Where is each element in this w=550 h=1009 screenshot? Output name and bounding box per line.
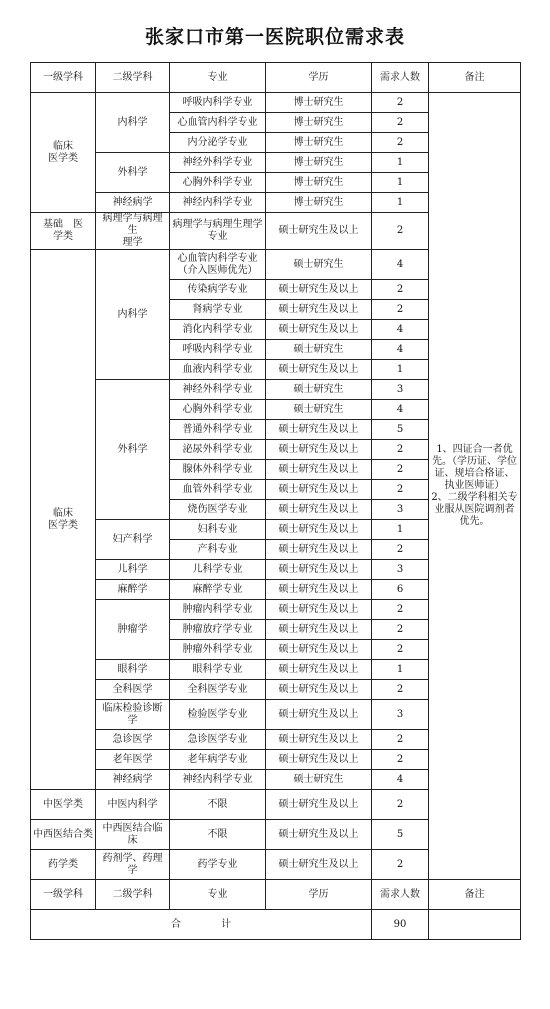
education-cell: 硕士研究生及以上 (266, 820, 372, 850)
major-cell: 肾病学专业 (170, 300, 266, 320)
education-cell: 硕士研究生及以上 (266, 680, 372, 700)
education-cell: 硕士研究生 (266, 400, 372, 420)
count-cell: 2 (372, 133, 429, 153)
major-cell: 心血管内科学专业 （介入医师优先） (170, 250, 266, 280)
count-cell: 2 (372, 460, 429, 480)
education-cell: 硕士研究生及以上 (266, 600, 372, 620)
count-cell: 1 (372, 173, 429, 193)
count-cell: 4 (372, 320, 429, 340)
major-cell: 妇科专业 (170, 520, 266, 540)
level2-cell: 内科学 (96, 250, 170, 380)
education-cell: 硕士研究生及以上 (266, 790, 372, 820)
count-cell: 2 (372, 600, 429, 620)
major-cell: 老年病学专业 (170, 750, 266, 770)
level2-cell: 药剂学、药理学 (96, 850, 170, 880)
count-cell: 4 (372, 770, 429, 790)
count-cell: 2 (372, 850, 429, 880)
level2-cell: 外科学 (96, 153, 170, 193)
header-cell: 专业 (170, 63, 266, 93)
education-cell: 硕士研究生 (266, 380, 372, 400)
major-cell: 普通外科学专业 (170, 420, 266, 440)
count-cell: 1 (372, 520, 429, 540)
table-row (31, 93, 521, 113)
count-cell: 2 (372, 640, 429, 660)
count-cell: 2 (372, 480, 429, 500)
education-cell: 博士研究生 (266, 193, 372, 213)
level1-cell: 药学类 (31, 850, 96, 880)
count-cell: 5 (372, 420, 429, 440)
count-cell: 3 (372, 700, 429, 730)
header-cell: 专业 (170, 880, 266, 910)
education-cell: 硕士研究生 (266, 250, 372, 280)
count-cell: 6 (372, 580, 429, 600)
major-cell: 泌尿外科学专业 (170, 440, 266, 460)
major-cell: 心血管内科学专业 (170, 113, 266, 133)
major-cell: 心胸外科学专业 (170, 400, 266, 420)
major-cell: 急诊医学专业 (170, 730, 266, 750)
major-cell: 眼科学专业 (170, 660, 266, 680)
job-demand-table (30, 62, 521, 940)
education-cell: 博士研究生 (266, 93, 372, 113)
education-cell: 硕士研究生及以上 (266, 360, 372, 380)
major-cell: 儿科学专业 (170, 560, 266, 580)
count-cell: 1 (372, 660, 429, 680)
header-cell: 二级学科 (96, 880, 170, 910)
header-cell: 一级学科 (31, 880, 96, 910)
level2-cell: 内科学 (96, 93, 170, 153)
count-cell: 2 (372, 93, 429, 113)
count-cell: 5 (372, 820, 429, 850)
level1-cell: 中医学类 (31, 790, 96, 820)
count-cell: 2 (372, 730, 429, 750)
header-cell: 备注 (429, 63, 521, 93)
education-cell: 硕士研究生及以上 (266, 580, 372, 600)
total-remarks-cell (429, 910, 521, 940)
header-cell: 一级学科 (31, 63, 96, 93)
count-cell: 1 (372, 153, 429, 173)
education-cell: 博士研究生 (266, 173, 372, 193)
count-cell: 2 (372, 750, 429, 770)
header-cell: 需求人数 (372, 63, 429, 93)
education-cell: 硕士研究生及以上 (266, 640, 372, 660)
education-cell: 硕士研究生 (266, 340, 372, 360)
education-cell: 博士研究生 (266, 133, 372, 153)
major-cell: 心胸外科学专业 (170, 173, 266, 193)
count-cell: 4 (372, 340, 429, 360)
header-row (31, 63, 521, 93)
major-cell: 神经内科学专业 (170, 193, 266, 213)
education-cell: 硕士研究生 (266, 770, 372, 790)
count-cell: 1 (372, 193, 429, 213)
count-cell: 4 (372, 250, 429, 280)
education-cell: 硕士研究生及以上 (266, 660, 372, 680)
count-cell: 2 (372, 280, 429, 300)
education-cell: 硕士研究生及以上 (266, 280, 372, 300)
header-cell: 备注 (429, 880, 521, 910)
major-cell: 呼吸内科学专业 (170, 93, 266, 113)
education-cell: 博士研究生 (266, 153, 372, 173)
major-cell: 血液内科学专业 (170, 360, 266, 380)
major-cell: 肿瘤内科学专业 (170, 600, 266, 620)
total-row (31, 910, 521, 940)
count-cell: 2 (372, 213, 429, 250)
level2-cell: 眼科学 (96, 660, 170, 680)
level2-cell: 中西医结合临床 (96, 820, 170, 850)
education-cell: 硕士研究生及以上 (266, 500, 372, 520)
education-cell: 硕士研究生及以上 (266, 320, 372, 340)
level2-cell: 神经病学 (96, 770, 170, 790)
major-cell: 血管外科学专业 (170, 480, 266, 500)
education-cell: 硕士研究生及以上 (266, 420, 372, 440)
major-cell: 腺体外科学专业 (170, 460, 266, 480)
major-cell: 肿瘤外科学专业 (170, 640, 266, 660)
major-cell: 全科医学专业 (170, 680, 266, 700)
education-cell: 硕士研究生及以上 (266, 440, 372, 460)
level2-cell: 神经病学 (96, 193, 170, 213)
major-cell: 产科专业 (170, 540, 266, 560)
major-cell: 药学专业 (170, 850, 266, 880)
remarks-cell: 1、四证合一者优先。（学历证、学位证、规培合格证、执业医师证） 2、二级学科相关专业服从医院调剂者优先。 (429, 93, 521, 880)
major-cell: 内分泌学专业 (170, 133, 266, 153)
level2-cell: 麻醉学 (96, 580, 170, 600)
footer-header-row (31, 880, 521, 910)
major-cell: 神经外科学专业 (170, 153, 266, 173)
major-cell: 检验医学专业 (170, 700, 266, 730)
count-cell: 2 (372, 540, 429, 560)
level2-cell: 外科学 (96, 380, 170, 520)
education-cell: 硕士研究生及以上 (266, 750, 372, 770)
major-cell: 麻醉学专业 (170, 580, 266, 600)
level2-cell: 临床检验诊断学 (96, 700, 170, 730)
education-cell: 硕士研究生及以上 (266, 213, 372, 250)
education-cell: 硕士研究生及以上 (266, 730, 372, 750)
count-cell: 2 (372, 620, 429, 640)
education-cell: 硕士研究生及以上 (266, 850, 372, 880)
major-cell: 消化内科学专业 (170, 320, 266, 340)
education-cell: 硕士研究生及以上 (266, 300, 372, 320)
level2-cell: 病理学与病理生 理学 (96, 213, 170, 250)
education-cell: 硕士研究生及以上 (266, 700, 372, 730)
count-cell: 2 (372, 790, 429, 820)
header-cell: 二级学科 (96, 63, 170, 93)
major-cell: 神经外科学专业 (170, 380, 266, 400)
major-cell: 呼吸内科学专业 (170, 340, 266, 360)
level2-cell: 肿瘤学 (96, 600, 170, 660)
level2-cell: 儿科学 (96, 560, 170, 580)
major-cell: 神经内科学专业 (170, 770, 266, 790)
education-cell: 硕士研究生及以上 (266, 620, 372, 640)
major-cell: 肿瘤放疗学专业 (170, 620, 266, 640)
count-cell: 4 (372, 400, 429, 420)
total-value: 90 (372, 910, 429, 940)
education-cell: 硕士研究生及以上 (266, 460, 372, 480)
total-label: 合 计 (31, 910, 372, 940)
level2-cell: 妇产科学 (96, 520, 170, 560)
level1-cell: 中西医结合类 (31, 820, 96, 850)
count-cell: 3 (372, 560, 429, 580)
level2-cell: 中医内科学 (96, 790, 170, 820)
education-cell: 硕士研究生及以上 (266, 480, 372, 500)
count-cell: 2 (372, 680, 429, 700)
level1-cell: 临床 医学类 (31, 250, 96, 790)
education-cell: 硕士研究生及以上 (266, 560, 372, 580)
count-cell: 3 (372, 500, 429, 520)
level2-cell: 急诊医学 (96, 730, 170, 750)
count-cell: 2 (372, 440, 429, 460)
header-cell: 需求人数 (372, 880, 429, 910)
count-cell: 2 (372, 300, 429, 320)
education-cell: 硕士研究生及以上 (266, 540, 372, 560)
major-cell: 烧伤医学专业 (170, 500, 266, 520)
major-cell: 病理学与病理生理学 专业 (170, 213, 266, 250)
page-title: 张家口市第一医院职位需求表 (144, 26, 405, 48)
level1-cell: 临床 医学类 (31, 93, 96, 213)
count-cell: 3 (372, 380, 429, 400)
major-cell: 不限 (170, 790, 266, 820)
major-cell: 不限 (170, 820, 266, 850)
level1-cell: 基础 医 学类 (31, 213, 96, 250)
level2-cell: 全科医学 (96, 680, 170, 700)
header-cell: 学历 (266, 63, 372, 93)
major-cell: 传染病学专业 (170, 280, 266, 300)
count-cell: 2 (372, 113, 429, 133)
education-cell: 硕士研究生及以上 (266, 520, 372, 540)
education-cell: 博士研究生 (266, 113, 372, 133)
level2-cell: 老年医学 (96, 750, 170, 770)
count-cell: 1 (372, 360, 429, 380)
header-cell: 学历 (266, 880, 372, 910)
